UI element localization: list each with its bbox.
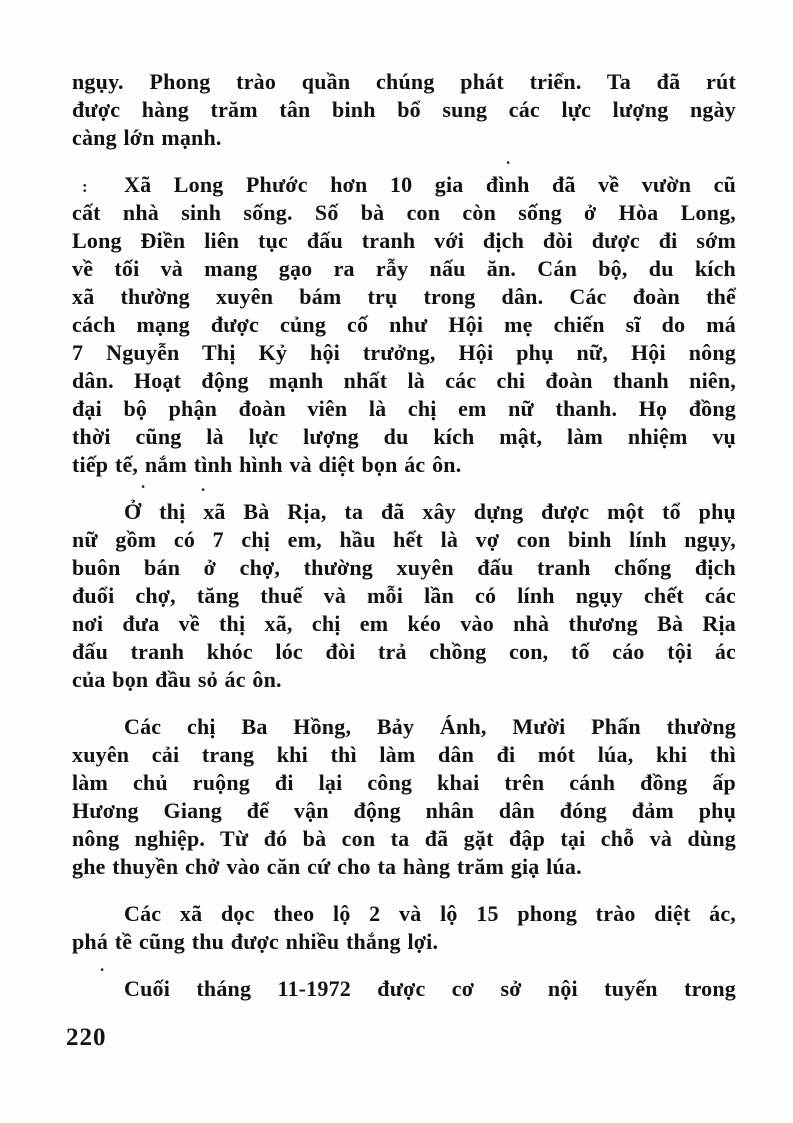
text-line: Cuối tháng 11-1972 được cơ sở nội tuyến trong [124,976,736,1001]
text-line: được hàng trăm tân binh bổ sung các lực lượng ngày [72,97,736,122]
text-line: cách mạng được củng cố như Hội mẹ chiến sĩ do má [72,312,736,337]
text-line: phá tề cũng thu được nhiều thắng lợi. [72,929,439,954]
text-line: xuyên cải trang khi thì làm dân đi mót lúa, khi thì [72,742,736,767]
text-line: thời cũng là lực lượng du kích mật, làm nhiệm vụ [72,424,736,449]
paragraph [72,713,736,881]
text-line: của bọn đầu sỏ ác ôn. [72,667,282,692]
ink-speck: . [100,956,105,975]
text-line: cất nhà sinh sống. Số bà con còn sống ở Hòa Long, [72,200,736,225]
text-line: ngụy. Phong trào quần chúng phát triển. Ta đã rút [72,69,736,94]
text-line: Long Điền liên tục đấu tranh với địch đòi được đi sớm [72,228,736,253]
text-line: Hương Giang để vận động nhân dân đóng đảm phụ [72,798,736,823]
paragraph [72,975,736,1003]
text-line: đuổi chợ, tăng thuế và mỗi lần có lính ngụy chết các [72,583,736,608]
paragraph [72,498,736,694]
ink-speck: : [82,177,88,196]
ink-speck: . [141,473,146,492]
text-line: Xã Long Phước hơn 10 gia đình đã về vườn cũ [124,172,736,197]
paragraph [72,68,736,152]
text-line: về tối và mang gạo ra rẫy nấu ăn. Cán bộ, du kích [72,256,736,281]
page-number: 220 [66,1024,107,1051]
text-line: 7 Nguyễn Thị Kỷ hội trưởng, Hội phụ nữ, Hội nông [72,340,736,365]
text-line: đại bộ phận đoàn viên là chị em nữ thanh. Họ đồng [72,396,736,421]
text-line: buôn bán ở chợ, thường xuyên đấu tranh chống địch [72,555,736,580]
text-line: làm chủ ruộng đi lại công khai trên cánh đồng ấp [72,770,736,795]
text-line: nông nghiệp. Từ đó bà con ta đã gặt đập tại chỗ và dùng [72,826,736,851]
text-line: Ở thị xã Bà Rịa, ta đã xây dựng được một tổ phụ [124,499,736,524]
text-line: tiếp tế, nắm tình hình và diệt bọn ác ôn. [72,452,462,477]
text-line: Các chị Ba Hồng, Bảy Ánh, Mười Phấn thường [124,714,736,739]
paragraph [72,900,736,956]
text-line: xã thường xuyên bám trụ trong dân. Các đoàn thể [72,284,736,309]
text-line: Các xã dọc theo lộ 2 và lộ 15 phong trào diệt ác, [124,901,736,926]
text-line: càng lớn mạnh. [72,125,222,150]
body-text-block [72,68,736,1022]
ink-speck: . [201,476,206,495]
ink-speck: . [506,149,511,168]
text-line: nơi đưa về thị xã, chị em kéo vào nhà thương Bà Rịa [72,611,736,636]
text-line: nữ gồm có 7 chị em, hầu hết là vợ con binh lính ngụy, [72,527,736,552]
text-line: ghe thuyền chở vào căn cứ cho ta hàng trăm giạ lúa. [72,854,582,879]
text-line: dân. Hoạt động mạnh nhất là các chi đoàn thanh niên, [72,368,736,393]
paragraph [72,171,736,479]
text-line: đấu tranh khóc lóc đòi trả chồng con, tố cáo tội ác [72,639,736,664]
